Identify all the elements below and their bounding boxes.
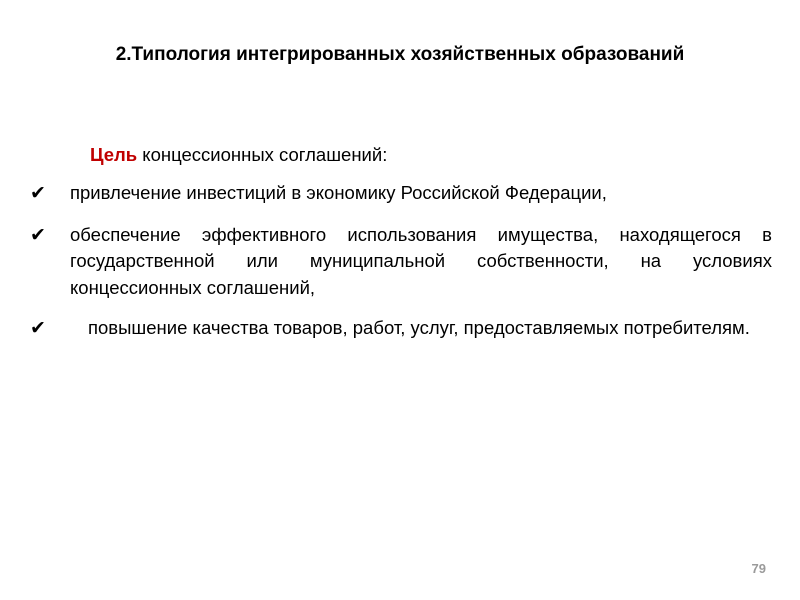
checkmark-icon: ✔: [30, 317, 46, 339]
list-item-label: повышение качества товаров, работ, услуг, предоставляемых потребителям.: [88, 316, 750, 338]
lead-paragraph: [62, 143, 752, 167]
page-title: 2.Типология интегрированных хозяйственных образований: [115, 44, 685, 65]
list-item: [30, 180, 772, 208]
list-item-label: привлечение инвестиций в экономику Российской Федерации,: [70, 182, 607, 203]
checkmark-icon: ✔: [30, 224, 46, 246]
lead-accent-word: Цель: [90, 144, 138, 165]
list-item: [30, 222, 772, 301]
bullet-list: [30, 180, 772, 357]
lead-rest-text: концессионных соглашений:: [137, 144, 388, 165]
list-item-label: обеспечение эффективного использования имущества, находящегося в государственной или муниципальной собственности, на условиях концессионных соглашений,: [70, 223, 772, 298]
list-item: [30, 315, 772, 343]
page-number: 79: [751, 561, 766, 576]
checkmark-icon: ✔: [30, 183, 46, 204]
